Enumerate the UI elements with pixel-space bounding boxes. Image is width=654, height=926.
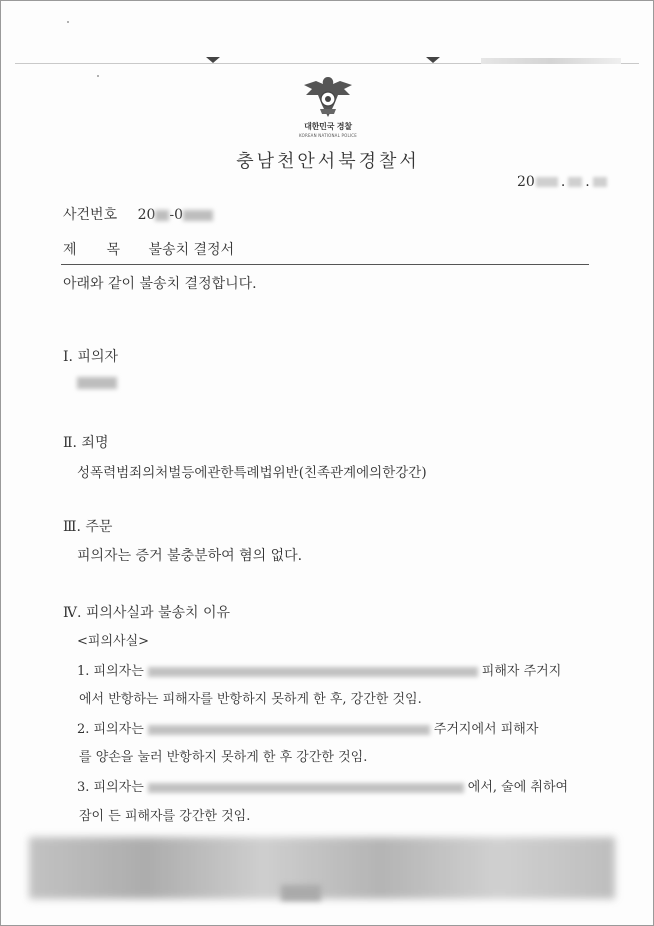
fact-item-lead: 2. 피의자는: [77, 722, 144, 737]
redacted-block: [593, 177, 607, 187]
redacted-block: [155, 210, 169, 221]
case-number-row: [63, 204, 213, 224]
case-number-mid: -0: [169, 207, 184, 223]
fact-item-1-cont: 에서 반항하는 피해자를 반항하지 못하게 한 후, 강간한 것임.: [79, 692, 422, 707]
section-charge-heading: Ⅱ. 죄명: [63, 435, 109, 451]
fact-item-tail: 피해자 주거지: [481, 664, 562, 679]
facts-subheading: <피의사실>: [77, 634, 150, 649]
police-logo: [287, 73, 369, 138]
fact-item-tail: 주거지에서 피해자: [433, 722, 539, 737]
fact-item-lead: 1. 피의자는: [77, 664, 144, 679]
redacted-block: [183, 210, 213, 221]
case-number-prefix: 20: [137, 207, 156, 223]
office-name: 충남천안서북경찰서: [236, 151, 420, 172]
fact-item-1: [77, 660, 561, 679]
document-date: 20 . .: [517, 174, 607, 190]
intro-text: 아래와 같이 불송치 결정합니다.: [63, 276, 257, 292]
scan-mark: [426, 55, 440, 63]
redacted-block: [148, 783, 464, 793]
fact-item-2-cont: 를 양손을 눌러 반항하지 못하게 한 후 강간한 것임.: [79, 750, 368, 765]
redacted-block: [536, 177, 558, 187]
case-number-value: [138, 207, 213, 223]
fact-item-lead: 3. 피의자는: [77, 780, 144, 795]
section-order-heading: Ⅲ. 주문: [63, 519, 113, 535]
section-suspect-heading: Ⅰ. 피의자: [63, 349, 119, 365]
date-prefix: 20: [517, 174, 535, 190]
logo-english-text: KOREAN NATIONAL POLICE: [299, 133, 357, 138]
scan-speck: [67, 21, 69, 23]
scan-speck: [97, 75, 99, 77]
redacted-block: [77, 377, 117, 389]
suspect-name: [77, 375, 117, 391]
redacted-footer-mark: [281, 885, 321, 901]
fact-item-tail: 에서, 술에 취하여: [467, 780, 569, 795]
divider: [61, 264, 589, 265]
title-value: 불송치 결정서: [148, 242, 235, 258]
charge-text: 성폭력범죄의처벌등에관한특례법위반(친족관계에의한강간): [77, 465, 427, 481]
fact-item-2: [77, 718, 538, 737]
scan-smudge: [481, 58, 621, 64]
fact-item-3-cont: 잠이 든 피해자를 강간한 것임.: [79, 809, 251, 824]
scan-mark: [206, 55, 220, 63]
case-number-label: 사건번호: [63, 207, 118, 223]
fact-item-3: [77, 776, 568, 795]
section-facts-heading: Ⅳ. 피의사실과 불송치 이유: [63, 605, 231, 621]
title-label: 제목: [63, 242, 151, 258]
redacted-footer: [29, 837, 615, 899]
eagle-emblem-icon: [296, 73, 360, 119]
redacted-block: [148, 725, 430, 735]
logo-korean-text: 대한민국 경찰: [304, 122, 352, 131]
redacted-block: [568, 177, 582, 187]
redacted-block: [148, 667, 478, 677]
order-text: 피의자는 증거 불충분하여 혐의 없다.: [77, 548, 303, 564]
title-row: [63, 239, 234, 259]
